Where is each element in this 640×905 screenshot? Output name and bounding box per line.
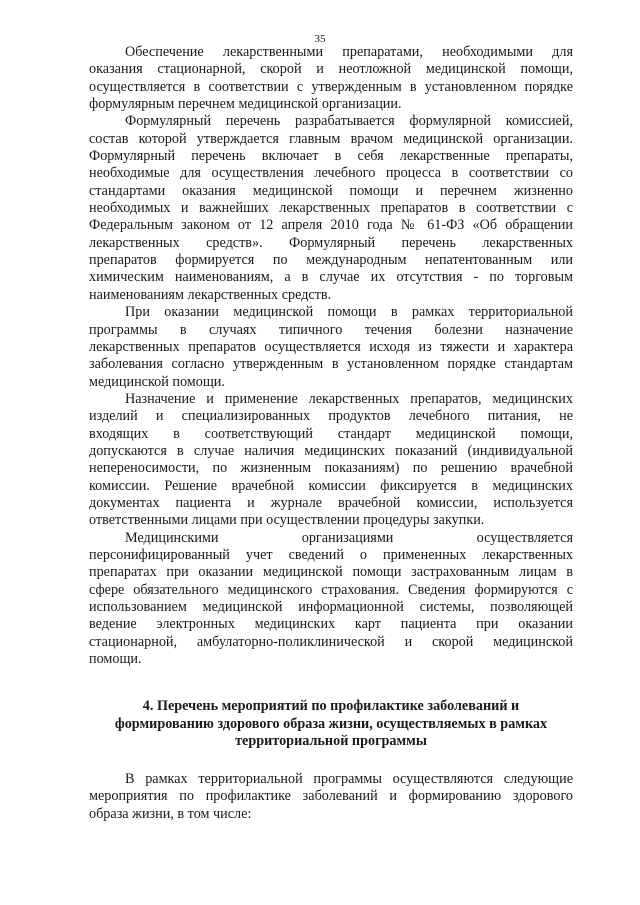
text-line: сфере обязательного медицинского страхования. Сведения формируются с <box>89 581 573 598</box>
section-intro <box>89 771 573 823</box>
text-line: препаратов формируется по международным непатентованным или <box>89 252 573 269</box>
text-line: ведение электронных медицинских карт пациента при оказании <box>89 616 573 633</box>
text-line: программы в случаях типичного течения болезни назначение <box>89 321 573 338</box>
document-body <box>89 44 573 668</box>
text-line: наименованиям лекарственных средств. <box>89 286 332 303</box>
heading-line: формированию здорового образа жизни, осуществляемых в рамках <box>114 715 548 732</box>
paragraph-nonstandard-prescription <box>89 391 573 530</box>
text-line: Назначение и применение лекарственных препаратов, медицинских <box>125 390 573 407</box>
text-line: образа жизни, в том числе: <box>89 805 252 822</box>
text-line: использованием медицинской информационной системы, позволяющей <box>89 599 573 615</box>
text-line: химическим наименованиям, а в случае их отсутствия - по торговым <box>89 269 573 286</box>
text-line: входящих в соответствующий стандарт медицинской помощи, <box>89 425 573 442</box>
text-line: мероприятия по профилактике заболеваний и формированию здорового <box>89 788 573 805</box>
text-line: При оказании медицинской помощи в рамках территориальной <box>125 304 573 321</box>
text-line: помощи. <box>89 651 142 668</box>
paragraph-formulary-list <box>89 113 573 304</box>
text-line: документах пациента и журнале врачебной комиссии, используется <box>89 494 573 511</box>
page-number: 35 <box>314 33 326 45</box>
text-line: медицинской помощи. <box>89 373 225 390</box>
text-line: Формулярный перечень разрабатывается формулярной комиссией, <box>125 113 573 130</box>
text-line: изделий и специализированных продуктов лечебного питания, не <box>89 408 573 425</box>
paragraph-standard-prescription <box>89 304 573 391</box>
section-heading <box>89 698 573 751</box>
text-line: оказания стационарной, скорой и неотложной медицинской помощи, <box>89 61 573 78</box>
text-line: В рамках территориальной программы осуществляются следующие <box>125 771 573 787</box>
text-line: заболевания согласно утвержденным в установленном порядке стандартам <box>89 356 573 373</box>
paragraph-prevention-intro <box>89 771 573 823</box>
text-line: лекарственных препаратов осуществляется исходя из тяжести и характера <box>89 338 573 355</box>
text-line: необходимые для осуществления лечебного процесса в соответствии со <box>89 165 573 182</box>
text-line: необходимых и важнейших лекарственных препаратов в соответствии с <box>89 200 573 217</box>
text-line: Федеральным законом от 12 апреля 2010 года № 61-ФЗ «Об обращении <box>89 217 573 234</box>
text-line: допускаются в случае наличия медицинских показаний (индивидуальной <box>89 442 573 459</box>
text-line: Медицинскими организациями осуществляется <box>125 529 573 546</box>
paragraph-drug-provision <box>89 44 573 113</box>
text-line: стационарной, амбулаторно-поликлинической и скорой медицинской <box>89 633 573 650</box>
heading-line: территориальной программы <box>235 733 427 749</box>
text-line: Обеспечение лекарственными препаратами, необходимыми для <box>125 44 573 60</box>
text-line: непереносимости, по жизненным показаниям) по решению врачебной <box>89 460 573 477</box>
text-line: состав которой утверждается главным врачом медицинской организации. <box>89 130 573 147</box>
text-line: Формулярный перечень включает в себя лекарственные препараты, <box>89 148 573 165</box>
heading-line: 4. Перечень мероприятий по профилактике заболеваний и <box>142 698 520 714</box>
text-line: комиссии. Решение врачебной комиссии фиксируется в медицинских <box>89 477 573 494</box>
text-line: лекарственных средств». Формулярный перечень лекарственных <box>89 234 573 251</box>
text-line: персонифицированный учет сведений о примененных лекарственных <box>89 546 573 563</box>
text-line: ответственными лицами при осуществлении процедуры закупки. <box>89 512 485 529</box>
paragraph-personalized-accounting <box>89 530 573 669</box>
text-line: формулярным перечнем медицинской организации. <box>89 96 402 113</box>
text-line: препаратах при оказании медицинской помощи застрахованным лицам в <box>89 564 573 581</box>
text-line: стандартами оказания медицинской помощи и перечнем жизненно <box>89 182 573 199</box>
text-line: осуществляется в соответствии с утвержденным в установленном порядке <box>89 78 573 95</box>
